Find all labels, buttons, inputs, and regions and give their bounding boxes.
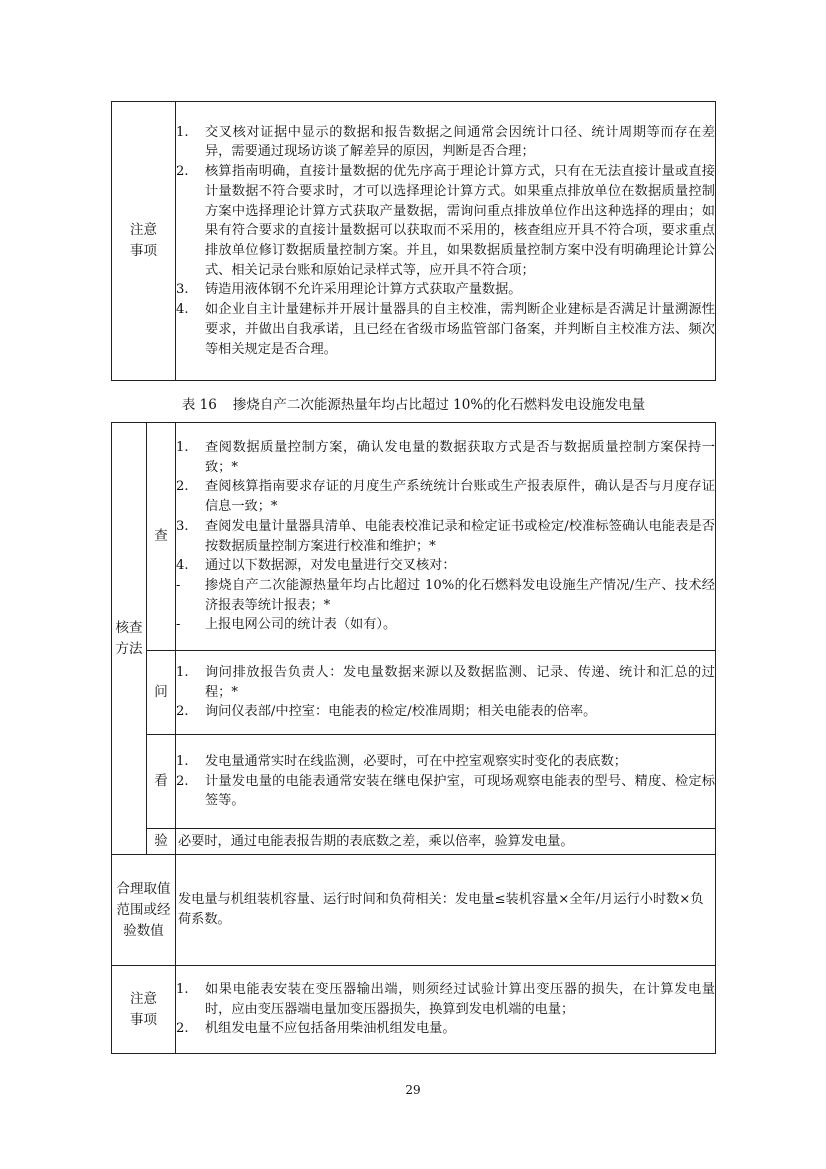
list-item-text: 交叉核对证据中显示的数据和报告数据之间通常会因统计口径、统计周期等而存在差异，需要通过现场访谈了解差异的原因，判断是否合理； bbox=[205, 124, 715, 160]
list-item-text: 铸造用液体钢不允许采用理论计算方式获取产量数据。 bbox=[205, 282, 522, 298]
list-item-number: 3. bbox=[176, 518, 189, 534]
list-item-number: - bbox=[176, 577, 181, 593]
list-item bbox=[176, 576, 715, 615]
list-item bbox=[176, 980, 715, 1019]
notes-content bbox=[176, 102, 716, 381]
check-label: 查 bbox=[147, 423, 176, 651]
look-list bbox=[176, 752, 715, 811]
table-number: 表 16 bbox=[181, 397, 217, 413]
list-item-text: 询问仪表部/中控室：电能表的检定/校准周期；相关电能表的倍率。 bbox=[205, 704, 597, 720]
page-number: 29 bbox=[405, 1083, 421, 1097]
list-item-number: 1. bbox=[176, 664, 189, 680]
list-item bbox=[176, 702, 715, 722]
list-item-number: 2. bbox=[176, 479, 189, 495]
list-item-text: 通过以下数据源，对发电量进行交叉核对： bbox=[205, 558, 456, 574]
list-item bbox=[176, 300, 715, 359]
notes-label: 注意 事项 bbox=[112, 102, 176, 381]
list-item-number: 4. bbox=[176, 302, 189, 318]
notes-row bbox=[112, 966, 716, 1054]
list-item bbox=[176, 663, 715, 702]
ask-label: 问 bbox=[147, 651, 176, 735]
range-row bbox=[112, 855, 716, 966]
list-item-text: 机组发电量不应包括备用柴油机组发电量。 bbox=[205, 1021, 456, 1037]
check-list bbox=[176, 438, 715, 635]
list-item-text: 查阅核算指南要求存证的月度生产系统统计台账或生产报表原件，确认是否与月度存证信息一致；* bbox=[205, 479, 715, 515]
notes-table-continued bbox=[111, 101, 716, 381]
notes-list bbox=[176, 123, 715, 359]
notes-list-2 bbox=[176, 980, 715, 1039]
verify-label: 验 bbox=[147, 829, 176, 855]
list-item-number: 1. bbox=[176, 124, 189, 140]
table-title: 掺烧自产二次能源热量年均占比超过 10%的化石燃料发电设施发电量 bbox=[232, 397, 646, 413]
list-item-number: 2. bbox=[176, 164, 189, 180]
list-item-text: 计量发电量的电能表通常安装在继电保护室，可现场观察电能表的型号、精度、检定标签等。 bbox=[205, 773, 715, 809]
list-item bbox=[176, 615, 715, 635]
list-item-number: 2. bbox=[176, 1021, 189, 1037]
list-item-text: 查阅数据质量控制方案，确认发电量的数据获取方式是否与数据质量控制方案保持一致；* bbox=[205, 439, 715, 475]
list-item-text: 查阅发电量计量器具清单、电能表校准记录和检定证书或检定/校准标签确认电能表是否按数据质量控制方案进行校准和维护；* bbox=[205, 518, 715, 554]
list-item bbox=[176, 556, 715, 576]
ask-content bbox=[176, 651, 716, 735]
list-item-text: 上报电网公司的统计表（如有）。 bbox=[205, 617, 397, 633]
list-item bbox=[176, 752, 715, 772]
method-label: 核查 方法 bbox=[112, 423, 147, 855]
list-item-number: - bbox=[176, 617, 181, 633]
check-row bbox=[112, 423, 716, 651]
list-item bbox=[176, 438, 715, 477]
list-item-number: 4. bbox=[176, 558, 189, 574]
range-content: 发电量与机组装机容量、运行时间和负荷相关：发电量≤装机容量×全年/月运行小时数×负荷系数。 bbox=[176, 855, 716, 966]
list-item-text: 如企业自主计量建标并开展计量器具的自主校准，需判断企业建标是否满足计量溯源性要求，并做出自我承诺，且已经在省级市场监管部门备案，并判断自主校准方法、频次等相关规定是否合理。 bbox=[205, 302, 715, 357]
list-item-text: 询问排放报告负责人：发电量数据来源以及数据监测、记录、传递、统计和汇总的过程；* bbox=[205, 664, 715, 700]
list-item-number: 1. bbox=[176, 439, 189, 455]
list-item bbox=[176, 162, 715, 280]
list-item bbox=[176, 280, 715, 300]
list-item bbox=[176, 772, 715, 811]
check-content bbox=[176, 423, 716, 651]
table-caption bbox=[111, 395, 716, 415]
verify-content: 必要时，通过电能表报告期的表底数之差，乘以倍率，验算发电量。 bbox=[176, 829, 716, 855]
list-item-text: 如果电能表安装在变压器输出端，则须经过试验计算出变压器的损失，在计算发电量时，应由变压器端电量加变压器损失，换算到发电机端的电量； bbox=[205, 981, 715, 1017]
verification-table bbox=[111, 422, 716, 1054]
list-item bbox=[176, 1019, 715, 1039]
list-item-number: 1. bbox=[176, 981, 189, 997]
list-item-number: 1. bbox=[176, 753, 189, 769]
list-item-number: 3. bbox=[176, 282, 189, 298]
look-content bbox=[176, 735, 716, 829]
look-row bbox=[112, 735, 716, 829]
notes-content-2 bbox=[176, 966, 716, 1054]
verify-row bbox=[112, 829, 716, 855]
list-item-number: 2. bbox=[176, 704, 189, 720]
list-item-text: 发电量通常实时在线监测，必要时，可在中控室观察实时变化的表底数； bbox=[205, 753, 627, 769]
look-label: 看 bbox=[147, 735, 176, 829]
list-item bbox=[176, 123, 715, 162]
notes-label-2: 注意 事项 bbox=[112, 966, 176, 1054]
ask-list bbox=[176, 663, 715, 722]
list-item bbox=[176, 517, 715, 556]
list-item-text: 核算指南明确，直接计量数据的优先序高于理论计算方式，只有在无法直接计量或直接计量数据不符合要求时，才可以选择理论计算方式。如果重点排放单位在数据质量控制方案中选择理论计算方式获取产量数据，需询问重点排放单位作出这种选择的理由；如果有符合要求的直接计量数据可以获取而不采用的，核查组应开具不符合项，要求重点排放单位修订数据质量控制方案。并且，如果数据质量控制方案中没有明确理论计算公式、相关记录台账和原始记录样式等，应开具不符合项； bbox=[205, 164, 715, 278]
ask-row bbox=[112, 651, 716, 735]
list-item-text: 掺烧自产二次能源热量年均占比超过 10%的化石燃料发电设施生产情况/生产、技术经济报表等统计报表；* bbox=[205, 577, 715, 613]
range-label: 合理取值 范围或经 验数值 bbox=[112, 855, 176, 966]
list-item-number: 2. bbox=[176, 773, 189, 789]
list-item bbox=[176, 477, 715, 516]
